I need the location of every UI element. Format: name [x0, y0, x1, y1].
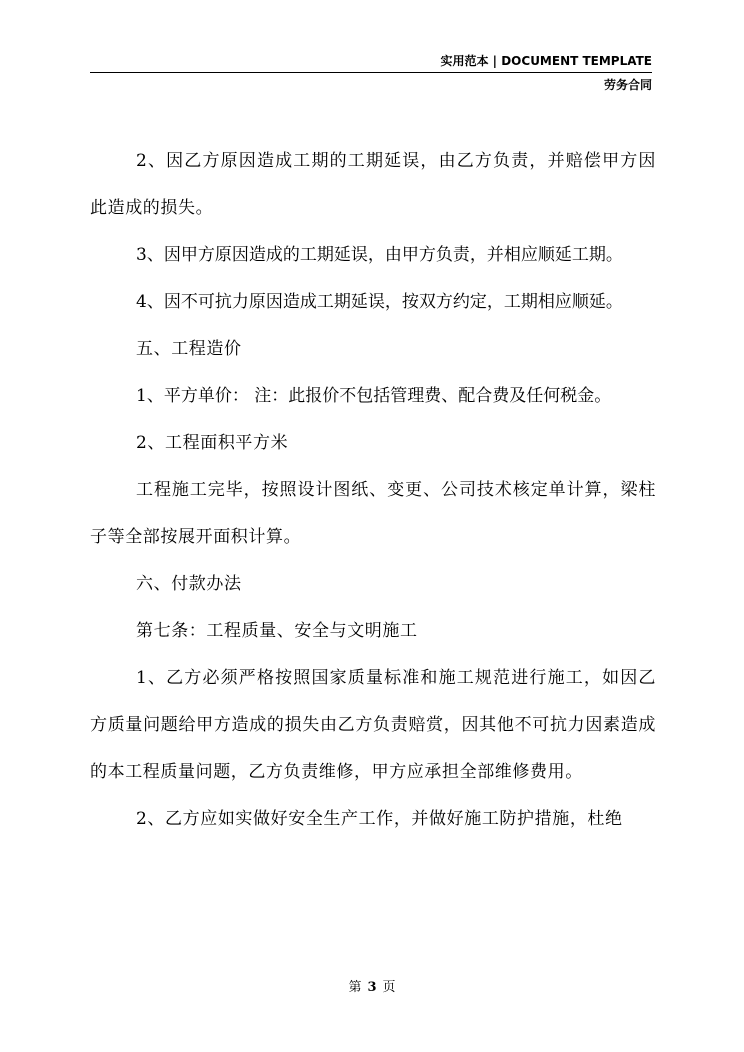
section-heading: 六、付款办法 [136, 574, 242, 594]
paragraph: 2、因乙方原因造成工期的工期延误，由乙方负责，并赔偿甲方因此造成的损失。 [90, 151, 656, 218]
document-body [90, 138, 656, 843]
paragraph: 1、乙方必须严格按照国家质量标准和施工规范进行施工，如因乙方质量问题给甲方造成的损失由乙方负责赔赏，因其他不可抗力因素造成的本工程质量问题，乙方负责维修，甲方应承担全部维修费用。 [90, 668, 656, 782]
page-footer [0, 976, 744, 995]
section-heading: 五、工程造价 [136, 339, 242, 359]
header-divider [90, 72, 652, 73]
page-number: 3 [367, 980, 377, 995]
header-template-label: 实用范本 | DOCUMENT TEMPLATE [440, 54, 652, 68]
paragraph: 工程施工完毕，按照设计图纸、变更、公司技术核定单计算，梁柱子等全部按展开面积计算。 [90, 480, 656, 547]
footer-suffix: 页 [382, 980, 396, 995]
paragraph: 4、因不可抗力原因造成工期延误，按双方约定，工期相应顺延。 [136, 292, 623, 312]
paragraph: 2、乙方应如实做好安全生产工作，并做好施工防护措施，杜绝 [136, 809, 623, 829]
article-heading: 第七条：工程质量、安全与文明施工 [136, 621, 418, 641]
footer-prefix: 第 [348, 980, 362, 995]
paragraph: 1、平方单价： 注：此报价不包括管理费、配合费及任何税金。 [136, 386, 612, 406]
header-document-title: 劳务合同 [603, 78, 652, 92]
paragraph: 2、工程面积平方米 [136, 433, 289, 453]
paragraph: 3、因甲方原因造成的工期延误，由甲方负责，并相应顺延工期。 [136, 245, 623, 265]
